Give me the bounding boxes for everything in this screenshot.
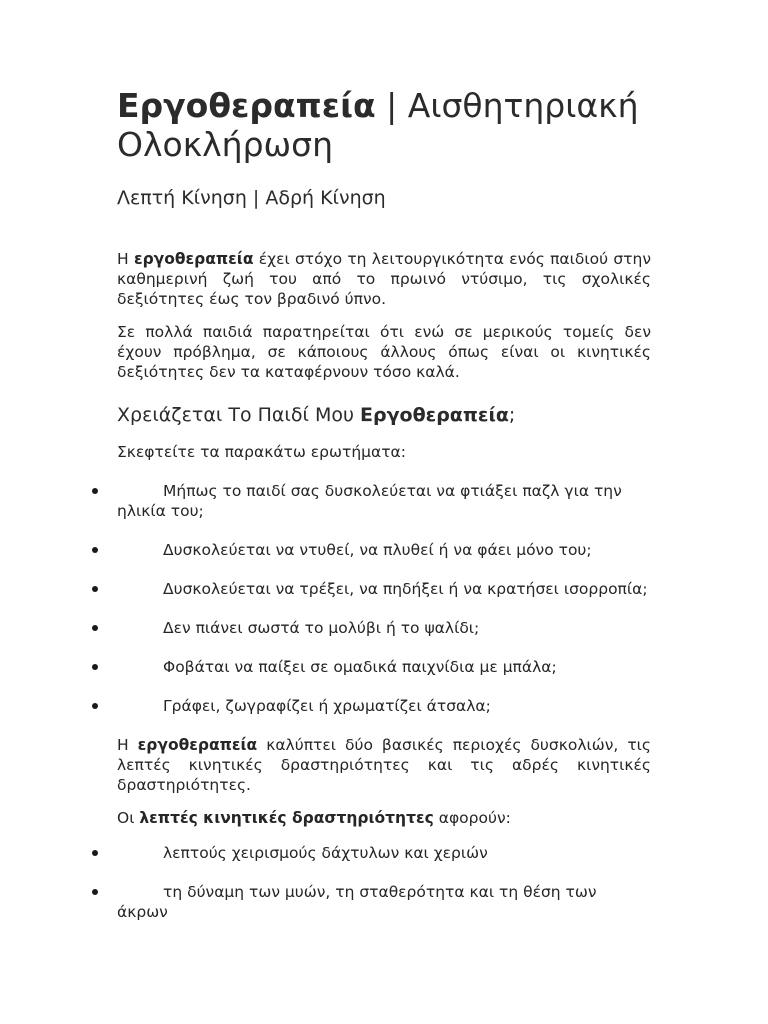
questions-list <box>117 481 651 716</box>
fine-motor-list <box>117 843 651 922</box>
bullet-icon <box>92 703 98 709</box>
list-item-text: Μήπως το παιδί σας δυσκολεύεται να φτιάξει παζλ για την ηλικία του; <box>117 482 622 520</box>
list-item-text: τη δύναμη των μυών, τη σταθερότητα και τη θέση των άκρων <box>117 883 597 921</box>
coverage-paragraph <box>117 735 651 795</box>
bullet-icon <box>92 488 98 494</box>
section-heading-bold: Εργοθεραπεία <box>360 404 509 426</box>
intro-paragraph-text: έχει στόχο τη λειτουργικότητα ενός παιδιού στην καθημερινή ζωή του από το πρωινό ντύσιμο, τις σχολικές δεξιότητες έως τον βραδινό ύπνο. <box>117 250 651 308</box>
motor-skills-paragraph: Σε πολλά παιδιά παρατηρείται ότι ενώ σε μερικούς τομείς δεν έχουν πρόβλημα, σε κάποιους άλλους όπως είναι οι κινητικές δεξιότητες δεν τα καταφέρνουν τόσο καλά. <box>117 323 651 381</box>
list-item <box>117 579 651 599</box>
intro-paragraph <box>117 249 651 309</box>
list-item <box>117 618 651 638</box>
document-page <box>117 86 651 922</box>
page-title <box>117 86 651 164</box>
list-item-text: λεπτούς χειρισμούς δάχτυλων και χεριών <box>163 844 488 862</box>
list-item-text: Δεν πιάνει σωστά το μολύβι ή το ψαλίδι; <box>163 619 480 637</box>
coverage-paragraph-prefix: Η <box>117 736 138 754</box>
page-subtitle: Λεπτή Κίνηση | Αδρή Κίνηση <box>117 187 386 209</box>
bullet-icon <box>92 586 98 592</box>
bullet-icon <box>92 889 98 895</box>
list-item <box>117 481 651 521</box>
list-item-text: Δυσκολεύεται να τρέξει, να πηδήξει ή να κρατήσει ισορροπία; <box>163 580 648 598</box>
section-heading-suffix: ; <box>508 404 516 426</box>
questions-intro: Σκεφτείτε τα παρακάτω ερωτήματα: <box>117 443 406 461</box>
list-item <box>117 696 651 716</box>
list-item <box>117 540 651 560</box>
fine-motor-paragraph-prefix: Οι <box>117 809 140 827</box>
intro-paragraph-prefix: Η <box>117 250 134 268</box>
coverage-paragraph-bold: εργοθεραπεία <box>137 736 258 754</box>
list-item-text: Γράφει, ζωγραφίζει ή χρωματίζει άτσαλα; <box>163 697 491 715</box>
bullet-icon <box>92 664 98 670</box>
list-item-text: Φοβάται να παίξει σε ομαδικά παιχνίδια με μπάλα; <box>163 658 557 676</box>
section-heading <box>117 402 651 428</box>
page-title-bold: Εργοθεραπεία <box>117 86 376 125</box>
list-item <box>117 882 651 922</box>
coverage-paragraph-text: καλύπτει δύο βασικές περιοχές δυσκολιών, τις λεπτές κινητικές δραστηριότητες και τις αδρές κινητικές δραστηριότητες. <box>117 736 651 794</box>
fine-motor-paragraph <box>117 808 651 828</box>
section-heading-prefix: Χρειάζεται Το Παιδί Μου <box>117 404 360 426</box>
bullet-icon <box>92 625 98 631</box>
page-title-rest: | Αισθητηριακή Ολοκλήρωση <box>117 86 639 164</box>
list-item <box>117 843 651 863</box>
bullet-icon <box>92 850 98 856</box>
list-item <box>117 657 651 677</box>
bullet-icon <box>92 547 98 553</box>
fine-motor-paragraph-bold: λεπτές κινητικές δραστηριότητες <box>139 809 434 827</box>
list-item-text: Δυσκολεύεται να ντυθεί, να πλυθεί ή να φάει μόνο του; <box>163 541 592 559</box>
fine-motor-paragraph-text: αφορούν: <box>433 809 511 827</box>
intro-paragraph-bold: εργοθεραπεία <box>133 250 254 268</box>
